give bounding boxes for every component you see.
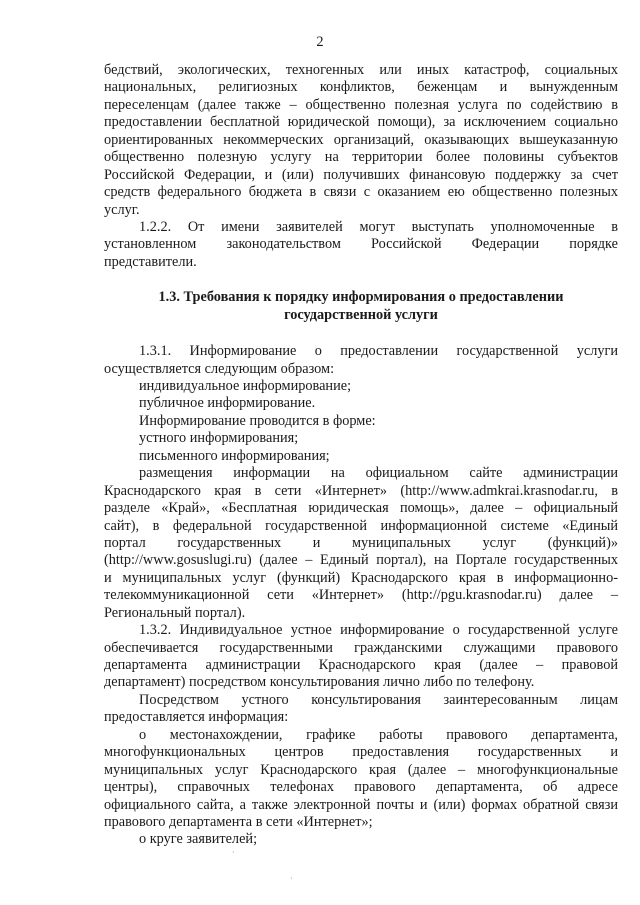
text-line: официального сайта, а также электронной почты и (или) формах обратной связи bbox=[104, 796, 618, 813]
text-line: осуществляется следующим образом: bbox=[104, 360, 335, 377]
text-line: публичное информирование. bbox=[139, 395, 316, 412]
text-line: Посредством устного консультирования заинтересованным лицам bbox=[139, 691, 618, 708]
text-line: Региональный портал). bbox=[104, 604, 246, 621]
text-line: портал государственных и муниципальных услуг (функций)» bbox=[104, 534, 618, 551]
section-heading-line: государственной услуги bbox=[284, 306, 438, 323]
text-line: телекоммуникационной сети «Интернет» (http://pgu.krasnodar.ru) далее – bbox=[104, 587, 618, 604]
text-line: о круге заявителей; bbox=[139, 831, 258, 848]
text-line: переселенцам (далее также – общественно полезная услуга по содействию в bbox=[104, 96, 618, 113]
page-number: 2 bbox=[316, 34, 324, 50]
text-line: Краснодарского края в сети «Интернет» (http://www.admkrai.krasnodar.ru, в bbox=[104, 482, 618, 499]
text-line: размещения информации на официальном сайте администрации bbox=[139, 465, 618, 482]
text-line: предоставлении бесплатной юридической помощи), за исключением социально bbox=[104, 114, 618, 131]
text-line: установленном законодательством Российской Федерации порядке bbox=[104, 236, 618, 253]
scan-artifact: · bbox=[232, 848, 235, 857]
text-line: 1.3.1. Информирование о предоставлении государственной услуги bbox=[139, 343, 618, 360]
text-line: департамента администрации Краснодарского края (далее – правовой bbox=[104, 657, 618, 673]
text-line: правового департамента в сети «Интернет»; bbox=[104, 813, 373, 830]
text-line: департамент) посредством консультирования лично либо по телефону. bbox=[104, 674, 535, 691]
text-line: и муниципальных услуг (функций) Краснодарского края в информационно- bbox=[104, 569, 618, 586]
text-line: национальных, религиозных конфликтов, беженцам и вынужденным bbox=[104, 79, 618, 96]
text-line: предоставляется информация: bbox=[104, 709, 289, 726]
text-line: ориентированных некоммерческих организаций, оказывающих вышеуказанную bbox=[104, 131, 618, 148]
text-line: индивидуальное информирование; bbox=[139, 378, 352, 394]
text-line: (http://www.gosuslugi.ru) (далее – Единый портал), на Портале государственных bbox=[104, 552, 618, 569]
text-line: бедствий, экологических, техногенных или иных катастроф, социальных bbox=[104, 62, 618, 78]
text-line: о местонахождении, графике работы правового департамента, bbox=[139, 726, 618, 743]
text-line: Российской Федерации, и (или) получивших финансовую поддержку за счет bbox=[104, 166, 618, 183]
spacer bbox=[104, 271, 618, 289]
text-line: разделе «Край», «Бесплатная юридическая помощь», далее – официальный bbox=[104, 500, 618, 517]
text-line: муниципальных услуг Краснодарского края (далее – многофункциональные bbox=[104, 761, 618, 778]
section-heading-line: 1.3. Требования к порядку информирования о предоставлении bbox=[158, 289, 564, 306]
text-line: письменного информирования; bbox=[139, 447, 330, 464]
text-line: центры), справочных телефонах правового департамента, об адресе bbox=[104, 779, 618, 796]
text-line: обеспечивается государственными гражданскими служащими правового bbox=[104, 639, 618, 656]
document-body bbox=[104, 62, 618, 849]
text-line: устного информирования; bbox=[139, 430, 299, 447]
text-line: 1.3.2. Индивидуальное устное информирование о государственной услуге bbox=[139, 622, 618, 639]
text-line: представители. bbox=[104, 253, 197, 270]
text-line: многофункциональных центров предоставления государственных и bbox=[104, 744, 618, 761]
text-line: Информирование проводится в форме: bbox=[139, 412, 376, 429]
text-line: 1.2.2. От имени заявителей могут выступать уполномоченные в bbox=[139, 218, 618, 235]
text-line: услуг. bbox=[104, 201, 140, 218]
text-line: средств федерального бюджета в связи с оказанием ею общественно полезных bbox=[104, 184, 618, 201]
spacer bbox=[104, 324, 618, 343]
text-line: сайт), в федеральной государственной информационной системе «Единый bbox=[104, 517, 618, 534]
scan-artifact: · bbox=[290, 874, 293, 883]
text-line: общественно полезную услугу на территории более половины субъектов bbox=[104, 149, 618, 166]
